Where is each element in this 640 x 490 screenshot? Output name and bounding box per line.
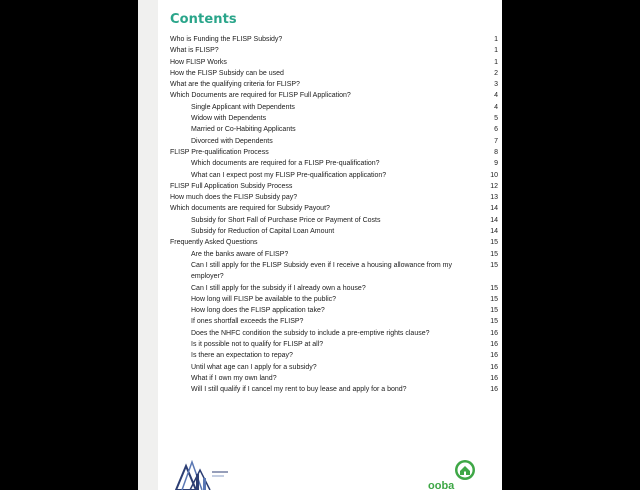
page-title: Contents (170, 12, 237, 27)
toc-page-number: 16 (490, 363, 498, 371)
toc-page-number: 1 (494, 58, 498, 66)
table-of-contents (170, 34, 498, 396)
toc-page-number: 16 (490, 341, 498, 349)
toc-page-number: 15 (490, 239, 498, 247)
toc-entry-title[interactable]: How long will FLISP be available to the public? (191, 295, 337, 303)
toc-entry[interactable] (170, 79, 498, 90)
toc-page-number: 15 (490, 284, 498, 292)
toc-entry[interactable] (170, 34, 498, 45)
toc-entry[interactable] (170, 384, 498, 395)
toc-page-number: 4 (494, 92, 498, 100)
ooba-logo-text: ooba (428, 480, 455, 490)
toc-entry[interactable] (170, 237, 498, 248)
toc-entry[interactable] (170, 170, 498, 181)
toc-entry[interactable] (170, 316, 498, 327)
toc-entry-title[interactable]: Married or Co-Habiting Applicants (191, 126, 296, 134)
toc-page-number: 15 (490, 250, 498, 258)
toc-entry-title[interactable]: What can I expect post my FLISP Pre-qualification application? (191, 171, 387, 179)
toc-page-number: 10 (490, 171, 498, 179)
toc-entry[interactable] (170, 158, 498, 169)
document-page[interactable] (138, 0, 502, 490)
toc-page-number: 14 (490, 228, 498, 236)
toc-page-number: 14 (490, 205, 498, 213)
toc-entry[interactable] (170, 226, 498, 237)
toc-entry-title[interactable]: Divorced with Dependents (191, 137, 273, 145)
toc-entry-title[interactable]: How FLISP Works (170, 58, 227, 66)
page-margin (138, 0, 158, 490)
toc-entry-title[interactable]: Which documents are required for Subsidy Payout? (170, 205, 330, 213)
toc-entry[interactable] (170, 136, 498, 147)
toc-entry-title[interactable]: Are the banks aware of FLISP? (191, 250, 289, 258)
toc-page-number: 16 (490, 386, 498, 394)
toc-page-number: 3 (494, 81, 498, 89)
toc-entry-title[interactable]: Will I still qualify if I cancel my rent to buy lease and apply for a bond? (191, 386, 407, 394)
toc-entry-title[interactable]: FLISP Pre-qualification Process (170, 148, 269, 156)
toc-entry[interactable] (170, 45, 498, 56)
toc-entry-title[interactable]: How the FLISP Subsidy can be used (170, 69, 284, 77)
toc-entry[interactable] (170, 283, 498, 294)
toc-page-number: 1 (494, 36, 498, 43)
toc-entry-title[interactable]: Subsidy for Short Fall of Purchase Price or Payment of Costs (191, 216, 381, 224)
toc-page-number: 16 (490, 352, 498, 360)
toc-entry[interactable] (170, 147, 498, 158)
toc-entry-title[interactable]: Until what age can I apply for a subsidy? (191, 363, 317, 371)
toc-page-number: 2 (494, 69, 498, 77)
toc-page-number: 8 (494, 148, 498, 156)
toc-entry-title[interactable]: Subsidy for Reduction of Capital Loan Amount (191, 228, 335, 236)
toc-entry-title[interactable]: Single Applicant with Dependents (191, 103, 295, 111)
toc-entry-title[interactable]: What is FLISP? (170, 47, 219, 55)
toc-entry[interactable] (170, 90, 498, 101)
toc-page-number: 16 (490, 329, 498, 337)
toc-entry[interactable] (170, 294, 498, 305)
toc-entry[interactable] (170, 124, 498, 135)
toc-entry[interactable] (170, 192, 498, 203)
toc-entry[interactable] (170, 113, 498, 124)
toc-entry[interactable] (170, 102, 498, 113)
toc-entry[interactable] (170, 373, 498, 384)
toc-page-number: 5 (494, 115, 498, 123)
toc-entry-title[interactable]: Is it possible not to qualify for FLISP at all? (191, 341, 324, 349)
toc-page-number: 15 (490, 295, 498, 303)
toc-page-number: 16 (490, 374, 498, 382)
toc-entry-title[interactable]: Frequently Asked Questions (170, 239, 258, 247)
toc-page-number: 14 (490, 216, 498, 224)
toc-entry-title[interactable]: Can I still apply for the FLISP Subsidy even if I receive a housing allowance from my employer? (191, 261, 452, 281)
toc-entry[interactable] (170, 215, 498, 226)
toc-entry-title[interactable]: Which documents are required for a FLISP Pre-qualification? (191, 160, 380, 168)
toc-page-number: 7 (494, 137, 498, 145)
toc-entry-title[interactable]: Who is Funding the FLISP Subsidy? (170, 36, 283, 43)
toc-entry-title[interactable]: How long does the FLISP application take? (191, 307, 325, 315)
toc-entry[interactable] (170, 350, 498, 361)
toc-entry[interactable] (170, 362, 498, 373)
toc-entry-title[interactable]: Does the NHFC condition the subsidy to include a pre-emptive rights clause? (191, 329, 430, 337)
toc-entry[interactable] (170, 339, 498, 350)
toc-entry-title[interactable]: FLISP Full Application Subsidy Process (170, 182, 293, 190)
toc-entry-title[interactable]: Widow with Dependents (191, 115, 267, 123)
toc-entry-title[interactable]: What are the qualifying criteria for FLISP? (170, 81, 300, 89)
toc-page-number: 6 (494, 126, 498, 134)
toc-page-number: 15 (490, 307, 498, 315)
toc-page-number: 15 (490, 261, 498, 269)
toc-entry-title[interactable]: If ones shortfall exceeds the FLISP? (191, 318, 304, 326)
toc-entry-title[interactable]: Is there an expectation to repay? (191, 352, 293, 360)
home-badge-icon (428, 459, 502, 490)
toc-entry[interactable] (170, 328, 498, 339)
toc-entry[interactable] (170, 305, 498, 316)
toc-entry-title[interactable]: Which Documents are required for FLISP Full Application? (170, 92, 351, 100)
toc-page-number: 9 (494, 160, 498, 168)
toc-entry-title[interactable]: Can I still apply for the subsidy if I already own a house? (191, 284, 366, 292)
toc-page-number: 13 (490, 194, 498, 202)
toc-page-number: 12 (490, 182, 498, 190)
toc-entry[interactable] (170, 249, 498, 260)
toc-entry[interactable] (170, 260, 498, 283)
toc-page-number: 15 (490, 318, 498, 326)
toc-entry[interactable] (170, 57, 498, 68)
toc-page-number: 4 (494, 103, 498, 111)
toc-entry[interactable] (170, 181, 498, 192)
toc-entry[interactable] (170, 68, 498, 79)
toc-page-number: 1 (494, 47, 498, 55)
toc-entry-title[interactable]: What if I own my own land? (191, 374, 277, 382)
nhfc-logo-icon (172, 460, 230, 490)
toc-entry-title[interactable]: How much does the FLISP Subsidy pay? (170, 194, 298, 202)
toc-entry[interactable] (170, 203, 498, 214)
